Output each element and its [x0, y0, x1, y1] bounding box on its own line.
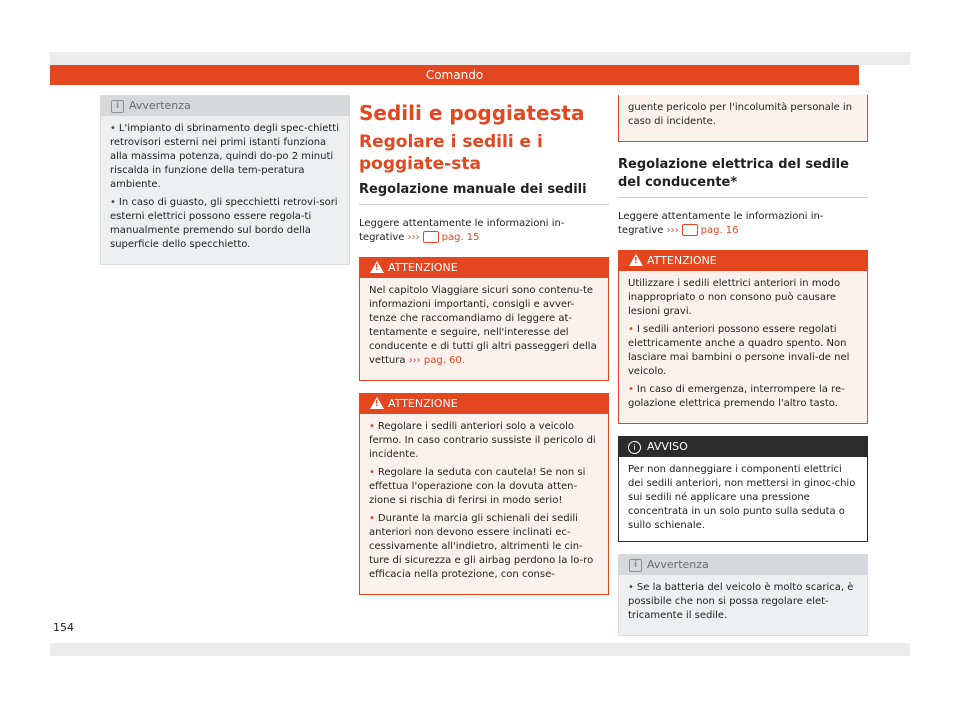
warning-box — [359, 393, 609, 595]
section-header: Comando — [50, 65, 859, 85]
warning-lead: Utilizzare i sedili elettrici anteriori in modo inappropriato o non consono può causare lesioni gravi. — [628, 278, 841, 317]
warning-triangle-icon: ! — [370, 261, 384, 273]
warning-box-header — [360, 258, 608, 278]
warning-title: ATTENZIONE — [388, 397, 458, 410]
warning-box-header — [619, 251, 867, 271]
intro-paragraph: Leggere attentamente le informazioni in-tegrative ››› pag. 16 — [618, 211, 824, 236]
page-reference-link[interactable]: pag. 15 — [441, 232, 480, 243]
note-box-title: Avvertenza — [129, 99, 191, 112]
column-middle — [359, 95, 609, 607]
note-box-title: Avvertenza — [647, 558, 709, 571]
warning-title: ATTENZIONE — [388, 261, 458, 274]
warning-item: • Durante la marcia gli schienali dei sedili anteriori non devono essere inclinati ec-cessivamente all'indietro, altrimenti le cin-ture di sicurezza e gli airbag perdono la lo-ro efficacia nella protezione, con conse- — [369, 513, 594, 580]
page-reference-link[interactable]: pag. 60. — [423, 355, 465, 366]
subsection-title: Regolazione manuale dei sedili — [359, 181, 609, 205]
subsection-title: Regolazione elettrica del sedile del conducente* — [618, 156, 868, 198]
warning-box — [359, 257, 609, 381]
note-item: • L'impianto di sbrinamento degli spec-chietti retrovisori esterni nei primi istanti funziona alla massima potenza, quindi do-po 2 minuti riscalda in funzione della tem-peratura ambiente. — [110, 123, 340, 190]
warning-triangle-icon: ! — [629, 254, 643, 266]
info-circle-icon: i — [628, 441, 641, 454]
intro-paragraph: Leggere attentamente le informazioni in-tegrative ››› pag. 15 — [359, 218, 565, 243]
info-icon: i — [111, 100, 124, 113]
note-box — [100, 95, 350, 265]
section-title: Regolare i sedili e i poggiate-sta — [359, 132, 543, 174]
book-icon — [423, 231, 439, 243]
note-box-header — [101, 96, 349, 116]
page-reference-link[interactable]: pag. 16 — [700, 225, 739, 236]
column-right — [618, 95, 868, 648]
warning-item: • Regolare la seduta con cautela! Se non si effettua l'operazione con la dovuta atten-zione si rischia di ferirsi in modo serio! — [369, 467, 586, 506]
book-icon — [682, 224, 698, 236]
warning-item: • In caso di emergenza, interrompere la re-golazione elettrica premendo l'altro tasto. — [628, 384, 845, 409]
warning-item: • Regolare i sedili anteriori solo a veicolo fermo. In caso contrario sussiste il pericolo di incidente. — [369, 421, 596, 460]
note-box-header — [619, 555, 867, 575]
warning-continuation: guente pericolo per l'incolumità personale in caso di incidente. — [628, 102, 853, 127]
chapter-title: Sedili e poggiatesta — [359, 101, 585, 125]
page-number: 154 — [53, 621, 74, 634]
warning-text: Nel capitolo Viaggiare sicuri sono contenu-te informazioni importanti, consigli e avver-tenze che raccomandiamo di leggere at-tentamente e seguire, nell'interesse del conducente e di tutti gli altri passeggeri della vettura ››› pag. 60. — [369, 285, 597, 366]
warning-item: • I sedili anteriori possono essere regolati elettricamente anche a quadro spento. Non lasciare mai bambini o persone invali-de nel veicolo. — [628, 324, 850, 377]
warning-box — [618, 250, 868, 424]
notice-text: Per non danneggiare i componenti elettrici dei sedili anteriori, non mettersi in ginoc-chio sui sedili né applicare una pressione concentrata in un solo punto sulla seduta o sullo schienale. — [628, 464, 856, 531]
notice-box-header — [619, 437, 867, 457]
warning-title: ATTENZIONE — [647, 254, 717, 267]
warning-box-header — [360, 394, 608, 414]
note-item: • Se la batteria del veicolo è molto scarica, è possibile che non si possa regolare elet-tricamente il sedile. — [628, 582, 854, 621]
note-item: • In caso di guasto, gli specchietti retrovi-sori esterni elettrici possono essere regola-ti manualmente premendo sul bordo della superficie dello specchietto. — [110, 197, 338, 250]
warning-box-continued — [618, 95, 868, 142]
column-left — [100, 95, 350, 277]
notice-title: AVVISO — [647, 440, 688, 453]
notice-box — [618, 436, 868, 542]
warning-triangle-icon: ! — [370, 397, 384, 409]
note-box — [618, 554, 868, 636]
info-icon: i — [629, 559, 642, 572]
